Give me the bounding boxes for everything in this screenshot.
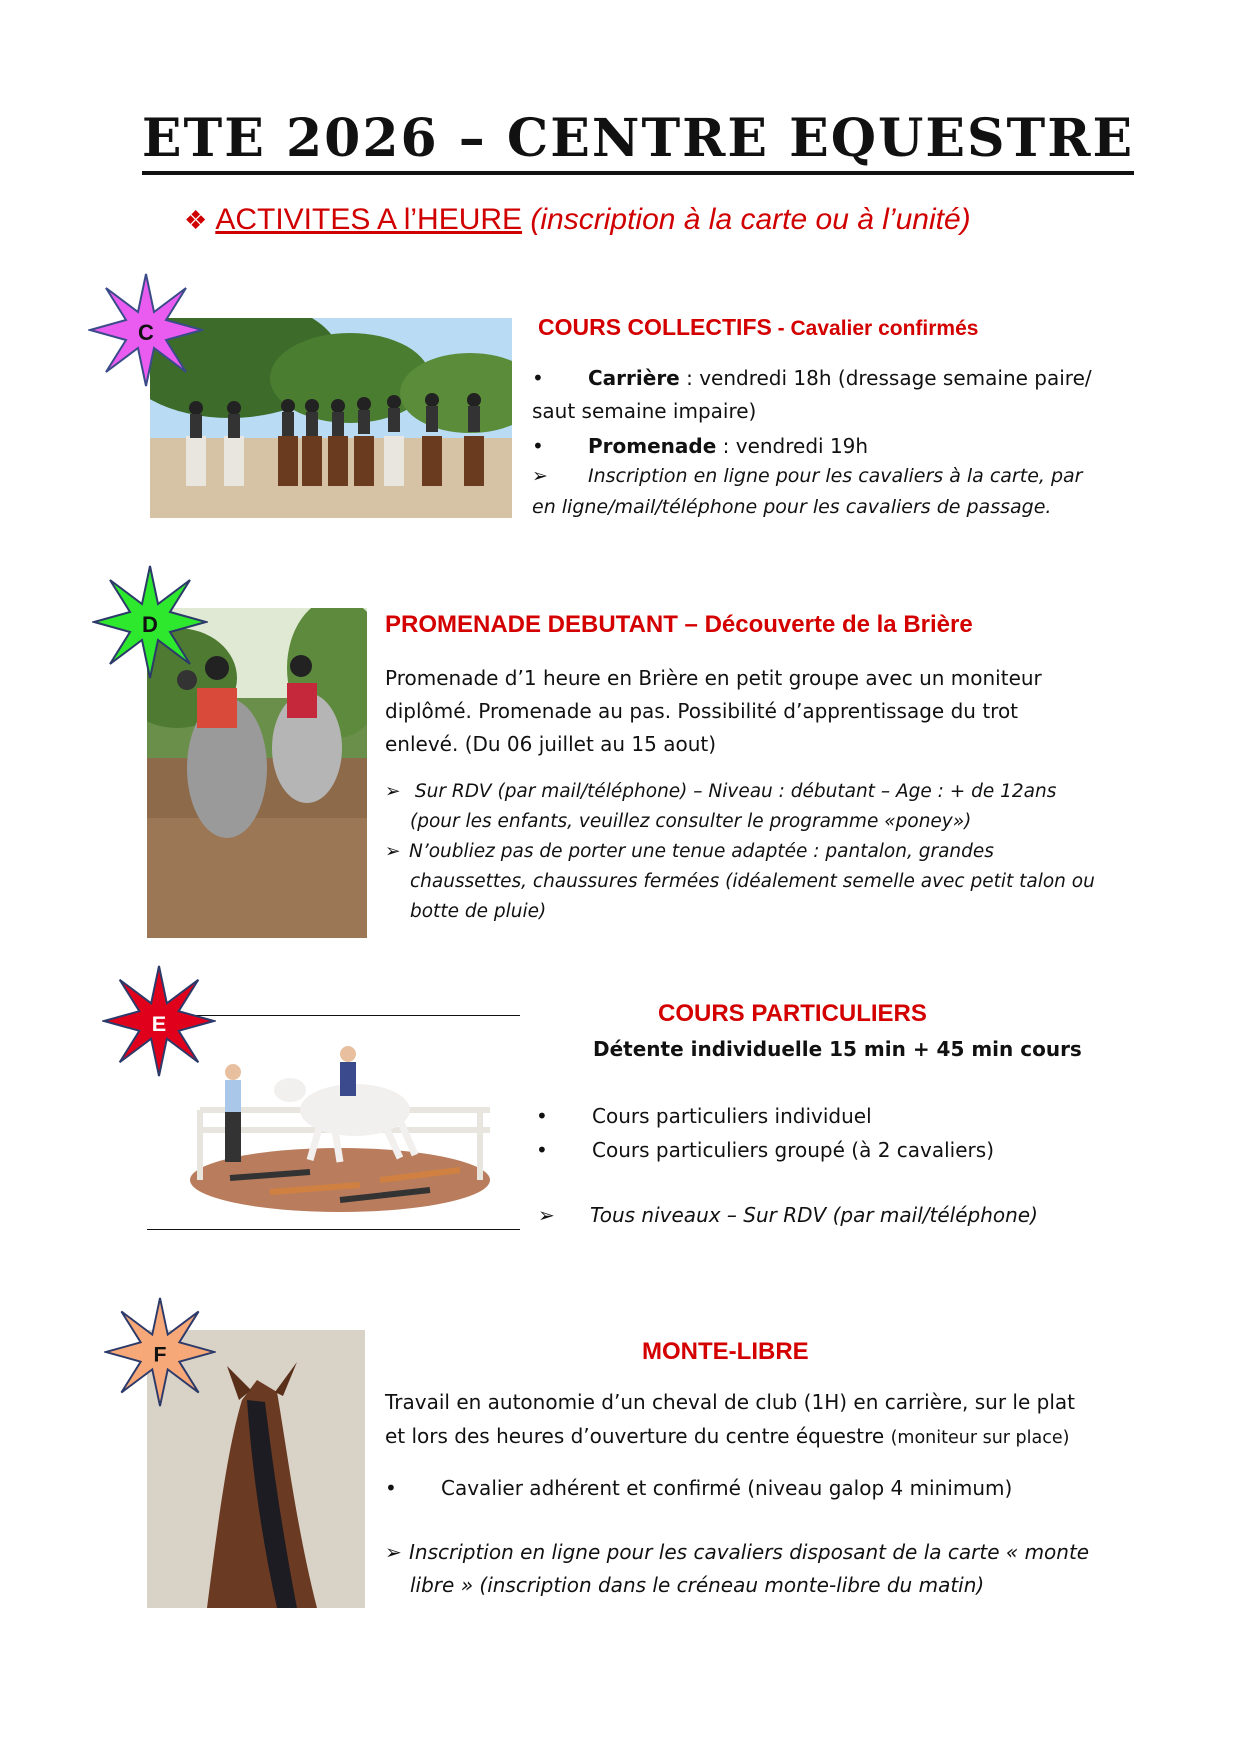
section-heading: [184, 203, 971, 237]
section-c-item-carriere-cont: saut semaine impaire): [532, 399, 757, 423]
section-d-note-2: ➢ N’oubliez pas de porter une tenue adaptée : pantalon, grandes: [385, 841, 994, 862]
section-f-title: MONTE-LIBRE: [642, 1338, 809, 1365]
section-f-para-1: Travail en autonomie d’un cheval de club (1H) en carrière, sur le plat: [385, 1390, 1075, 1414]
badge-e-letter: E: [151, 1010, 167, 1036]
arrow-icon: ➢: [385, 781, 401, 802]
section-c-item-carriere: • Carrière : vendredi 18h (dressage semaine paire/: [532, 366, 1092, 390]
heading-main: ACTIVITES A l’HEURE: [215, 203, 523, 236]
badge-c-letter: C: [138, 320, 154, 345]
bullet-icon: •: [385, 1476, 397, 1500]
section-f-note: ➢ Inscription en ligne pour les cavaliers disposant de la carte « monte: [385, 1540, 1090, 1564]
section-c-item-promenade: • Promenade : vendredi 19h: [532, 434, 869, 458]
arrow-icon: ➢: [538, 1203, 555, 1227]
diamond-icon: ❖: [184, 205, 208, 235]
section-c-note: ➢ Inscription en ligne pour les cavaliers à la carte, par: [532, 465, 1083, 487]
badge-f-star-icon: [104, 1296, 216, 1408]
group-riding-photo: [150, 318, 512, 518]
section-d-title: PROMENADE DEBUTANT – Découverte de la Brière: [385, 611, 973, 638]
badge-e-star-icon: [102, 964, 216, 1078]
bullet-icon: •: [532, 366, 544, 390]
badge-d-star-icon: [92, 564, 208, 680]
section-f-note-cont: libre » (inscription dans le créneau monte-libre du matin): [410, 1573, 985, 1597]
section-d-note-1: ➢ Sur RDV (par mail/téléphone) – Niveau : débutant – Age : + de 12ans: [385, 781, 1057, 802]
arrow-icon: ➢: [385, 841, 401, 862]
bullet-icon: •: [536, 1138, 548, 1162]
section-d-para-1: Promenade d’1 heure en Brière en petit groupe avec un moniteur: [385, 666, 1042, 690]
section-d-para-3: enlevé. (Du 06 juillet au 15 aout): [385, 732, 717, 756]
section-f-item-1: • Cavalier adhérent et confirmé (niveau galop 4 minimum): [385, 1476, 1013, 1500]
section-d-note-1-cont: (pour les enfants, veuillez consulter le programme «poney»): [410, 811, 972, 832]
section-f-para-2: et lors des heures d’ouverture du centre équestre (moniteur sur place): [385, 1424, 1070, 1448]
bullet-icon: •: [532, 434, 544, 458]
section-e-title: COURS PARTICULIERS: [658, 1000, 927, 1027]
section-d-para-2: diplômé. Promenade au pas. Possibilité d’apprentissage du trot: [385, 699, 1019, 723]
arrow-icon: ➢: [532, 465, 548, 487]
section-c-title: COURS COLLECTIFS - Cavalier confirmés: [538, 314, 979, 340]
badge-f-letter: F: [153, 1342, 167, 1367]
section-c-note-cont: en ligne/mail/téléphone pour les cavaliers de passage.: [532, 496, 1052, 518]
page-title: ETE 2026 – CENTRE EQUESTRE: [0, 108, 1241, 169]
badge-d-letter: D: [142, 612, 158, 637]
section-d-note-2-cont: chaussettes, chaussures fermées (idéalement semelle avec petit talon ou: [410, 871, 1095, 892]
divider-bottom: [147, 1229, 520, 1230]
divider-top: [196, 1015, 520, 1016]
section-e-note: ➢ Tous niveaux – Sur RDV (par mail/téléphone): [538, 1203, 1038, 1227]
section-e-subtitle: Détente individuelle 15 min + 45 min cours: [593, 1037, 1082, 1061]
arrow-icon: ➢: [385, 1540, 402, 1564]
section-e-item-1: • Cours particuliers individuel: [536, 1104, 872, 1128]
section-e-item-2: • Cours particuliers groupé (à 2 cavaliers): [536, 1138, 994, 1162]
heading-note: (inscription à la carte ou à l’unité): [530, 203, 971, 236]
section-d-note-2-cont2: botte de pluie): [410, 901, 547, 922]
badge-c-star-icon: [88, 272, 204, 388]
bullet-icon: •: [536, 1104, 548, 1128]
